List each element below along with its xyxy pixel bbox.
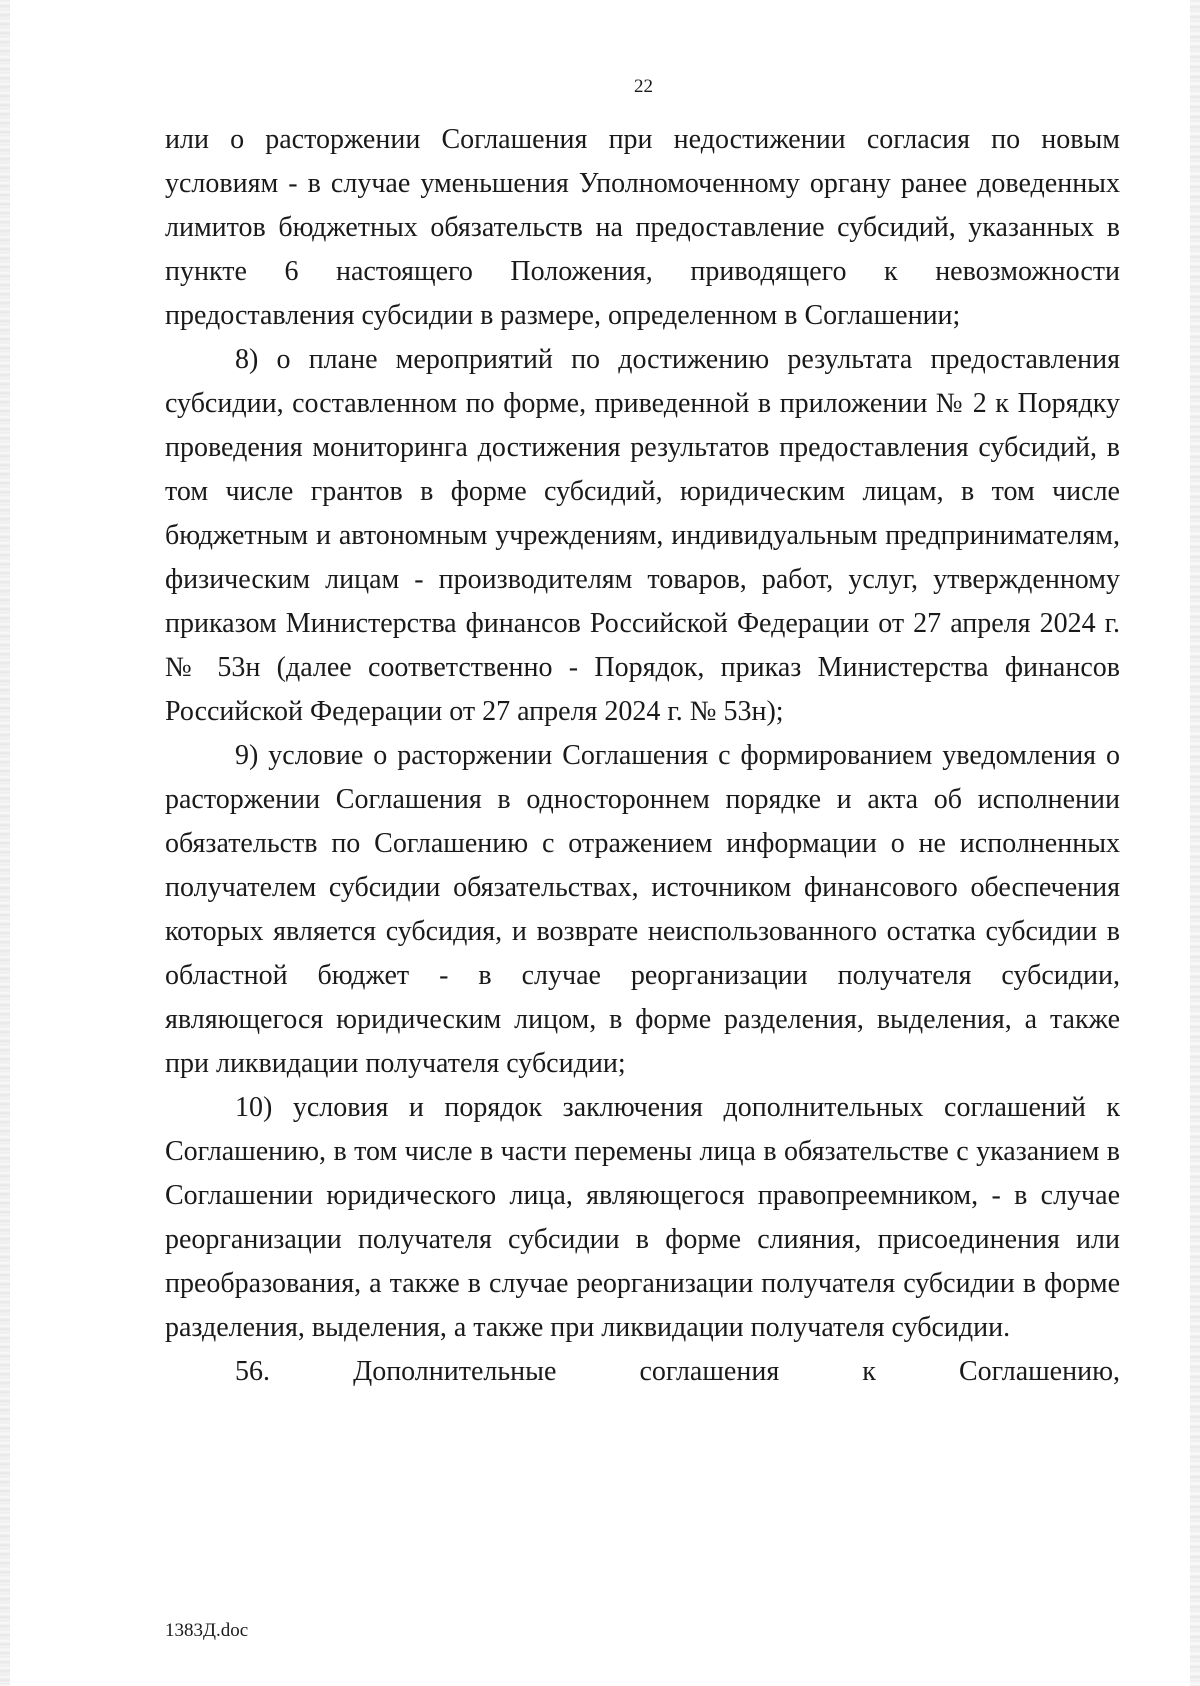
paragraph-item-9: 9) условие о расторжении Соглашения с формированием уведомления о расторжении Соглашения в одностороннем порядке и акта об исполнении обязательств по Соглашению с отражением информации о не исполненных получателем субсидии обязательствах, источником финансового обеспечения которых является субсидия, и возврате неиспользованного остатка субсидии в областной бюджет - в случае реорганизации получателя субсидии, являющегося юридическим лицом, в форме разделения, выделения, а также при ликвидации получателя субсидии; xyxy=(165,740,1120,1079)
document-body xyxy=(165,118,1120,1394)
scan-edge-right xyxy=(1190,0,1200,1686)
paragraph-continuation: или о расторжении Соглашения при недостижении согласия по новым условиям - в случае уменьшения Уполномоченному органу ранее доведенных лимитов бюджетных обязательств на предоставление субсидий, указанных в пункте 6 настоящего Положения, приводящего к невозможности предоставления субсидии в размере, определенном в Соглашении; xyxy=(165,124,1120,331)
footer-filename: 1383Д.doc xyxy=(165,1620,249,1641)
paragraph-item-8: 8) о плане мероприятий по достижению результата предоставления субсидии, составленном по форме, приведенной в приложении № 2 к Порядку проведения мониторинга достижения результатов предоставления субсидий, в том числе грантов в форме субсидий, юридическим лицам, в том числе бюджетным и автономным учреждениям, индивидуальным предпринимателям, физическим лицам - производителям товаров, работ, услуг, утвержденному приказом Министерства финансов Российской Федерации от 27 апреля 2024 г. № 53н (далее соответственно - Порядок, приказ Министерства финансов Российской Федерации от 27 апреля 2024 г. № 53н); xyxy=(165,344,1120,727)
scan-edge-left xyxy=(0,0,10,1686)
paragraph-item-10: 10) условия и порядок заключения дополнительных соглашений к Соглашению, в том числе в части перемены лица в обязательстве с указанием в Соглашении юридического лица, являющегося правопреемником, - в случае реорганизации получателя субсидии в форме слияния, присоединения или преобразования, а также в случае реорганизации получателя субсидии в форме разделения, выделения, а также при ликвидации получателя субсидии. xyxy=(165,1092,1120,1343)
page-number: 22 xyxy=(634,76,653,97)
paragraph-clause-56: 56. Дополнительные соглашения к Соглашению, xyxy=(235,1356,1120,1387)
